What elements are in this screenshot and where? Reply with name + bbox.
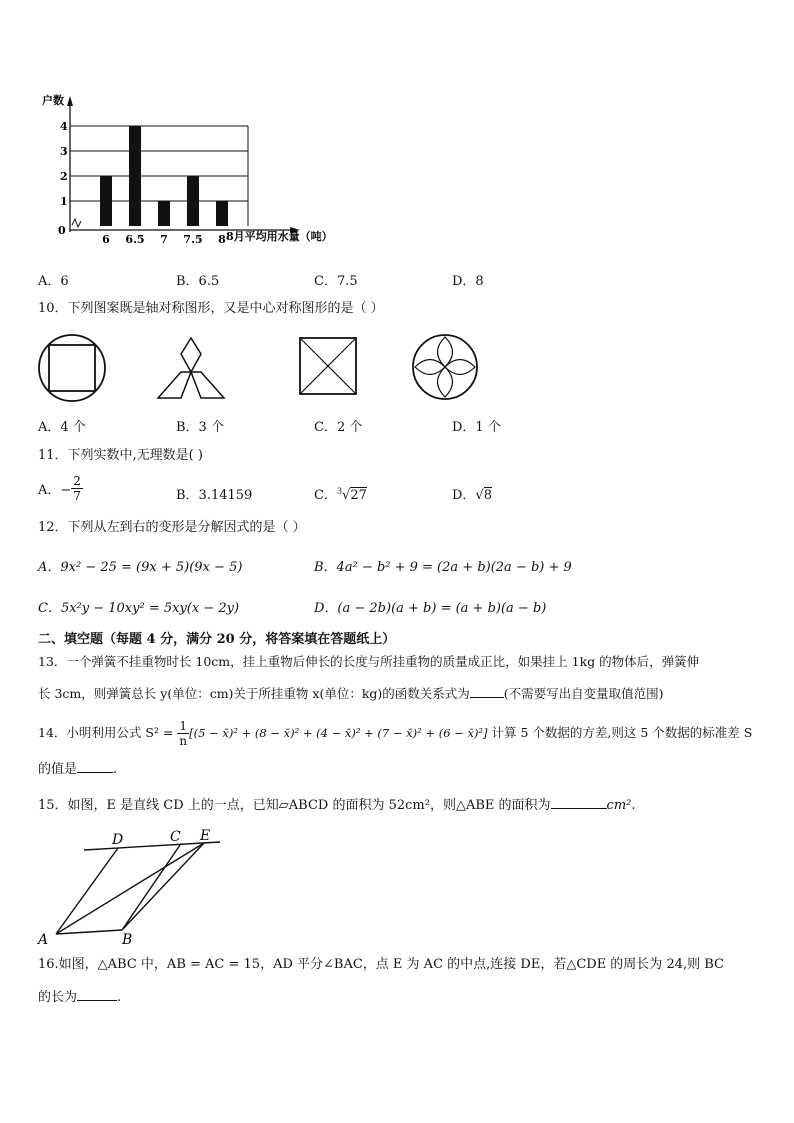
y-tick-label: 1 [60,195,68,208]
q11-option-a-label: A．− [38,483,72,498]
y-tick-labels [58,120,68,237]
q10-option-b[interactable]: B．3 个 [176,420,224,435]
circle-square-figure [36,332,108,404]
point-label-c: C [170,829,181,845]
y-tick-label: 0 [58,224,66,237]
radical-icon: √ [342,488,351,503]
q10-option-a[interactable]: A．4 个 [38,420,86,435]
point-label-e: E [200,828,211,844]
q9-option-c[interactable]: C．7.5 [314,274,358,289]
q11-option-c[interactable] [314,484,367,503]
fraction [71,474,83,503]
q14-prefix: 14．小明利用公式 S² = [38,725,178,740]
y-axis-arrow [67,96,73,106]
radical-icon: √ [475,488,484,503]
q15-unit: cm². [606,798,636,813]
square-diagonals-figure [298,336,360,398]
q13-line2 [38,685,664,703]
q11-option-d-label: D． [452,488,476,503]
q10-stem: 10．下列图案既是轴对称图形，又是中心对称图形的是（ ） [38,301,384,316]
point-label-b: B [122,932,133,948]
bar-6 [100,176,112,226]
water-usage-bar-chart [30,88,370,248]
bar-7 [158,201,170,226]
fraction [177,719,189,748]
bar-7.5 [187,176,199,226]
q9-option-b[interactable]: B．6.5 [176,274,220,289]
point-label-d: D [112,832,124,848]
q14-line2-text: 的值是 [38,762,78,777]
q13-line2-tail: (不需要写出自变量取值范围) [503,686,664,701]
bar-8 [216,201,228,226]
variance-formula: [(5 − x̄)² + (8 − x̄)² + (4 − x̄)² + (7 − x̄)² + (6 − x̄)²] [189,726,488,740]
answer-blank[interactable] [77,760,113,773]
point-label-a: A [38,932,49,948]
q9-option-a[interactable]: A．6 [38,274,69,289]
q11-option-c-label: C． [314,488,337,503]
y-axis-label: 户数 [42,94,64,107]
q10-option-c[interactable]: C．2 个 [314,420,363,435]
bar-6.5 [129,126,141,226]
q14-line2 [38,760,117,779]
y-tick-label: 4 [60,120,68,133]
q15-text: 15．如图，E 是直线 CD 上的一点，已知▱ABCD 的面积为 52cm²，则△ABE 的面积为 [38,798,551,813]
q16-line2-text: 的长为 [38,990,78,1005]
x-tick-label: 8 [218,233,226,246]
x-tick-label: 7.5 [183,233,203,246]
answer-blank[interactable] [77,988,117,1001]
fraction-numerator: 1 [177,719,189,734]
radicand: 8 [483,488,493,503]
q9-option-d[interactable]: D．8 [452,274,484,289]
radicand: 27 [350,488,367,503]
q12-option-b[interactable]: B．4a² − b² + 9 = (2a + b)(2a − b) + 9 [314,560,572,575]
q11-option-b[interactable]: B．3.14159 [176,488,253,503]
q16-line1: 16.如图，△ABC 中，AB = AC = 15，AD 平分∠BAC，点 E 为 AC 的中点,连接 DE，若△CDE 的周长为 24,则 BC [38,957,724,972]
q16-line2-end: . [117,990,122,1005]
q12-stem: 12．下列从左到右的变形是分解因式的是（ ） [38,520,306,535]
x-axis-label: 8月平均用水量（吨） [226,230,333,243]
x-tick-labels [102,233,226,246]
q11-stem: 11．下列实数中,无理数是( ) [38,448,203,463]
root-index: 3 [336,486,343,496]
y-tick-label: 2 [60,170,68,183]
parallelogram-figure [30,826,230,950]
circle-petals-figure [410,332,480,402]
answer-blank[interactable] [551,796,607,809]
q14-line2-end: . [113,762,118,777]
q12-option-a[interactable]: A．9x² − 25 = (9x + 5)(9x − 5) [38,560,243,575]
y-tick-label: 3 [60,145,68,158]
x-tick-label: 6.5 [125,233,145,246]
answer-blank[interactable] [470,685,504,698]
q14-suffix: 计算 5 个数据的方差,则这 5 个数据的标准差 S [487,725,753,740]
q15-stem [38,796,636,815]
x-tick-label: 7 [160,233,168,246]
q13-line2-text: 长 3cm，则弹簧总长 y(单位：cm)关于所挂重物 x(单位：kg)的函数关系式为 [38,686,470,701]
fraction-denominator: 7 [73,489,81,503]
section-heading: 二、填空题（每题 4 分，满分 20 分，将答案填在答题纸上） [38,632,396,647]
fraction-denominator: n [179,734,188,748]
three-diamond-figure [156,336,226,402]
x-tick-label: 6 [102,233,110,246]
q13-line1: 13．一个弹簧不挂重物时长 10cm，挂上重物后伸长的长度与所挂重物的质量成正比，如果挂上 1kg 的物体后，弹簧伸 [38,654,700,669]
q11-option-d[interactable] [452,484,492,503]
fraction-numerator: 2 [73,474,81,488]
q10-option-d[interactable]: D．1 个 [452,420,501,435]
q14-line1 [38,718,752,748]
axis-break-icon [72,219,81,227]
q11-option-a[interactable] [38,474,83,503]
q12-option-c[interactable]: C．5x²y − 10xy² = 5xy(x − 2y) [38,601,240,616]
q12-option-d[interactable]: D．(a − 2b)(a + b) = (a + b)(a − b) [314,601,547,616]
q16-line2 [38,988,121,1007]
